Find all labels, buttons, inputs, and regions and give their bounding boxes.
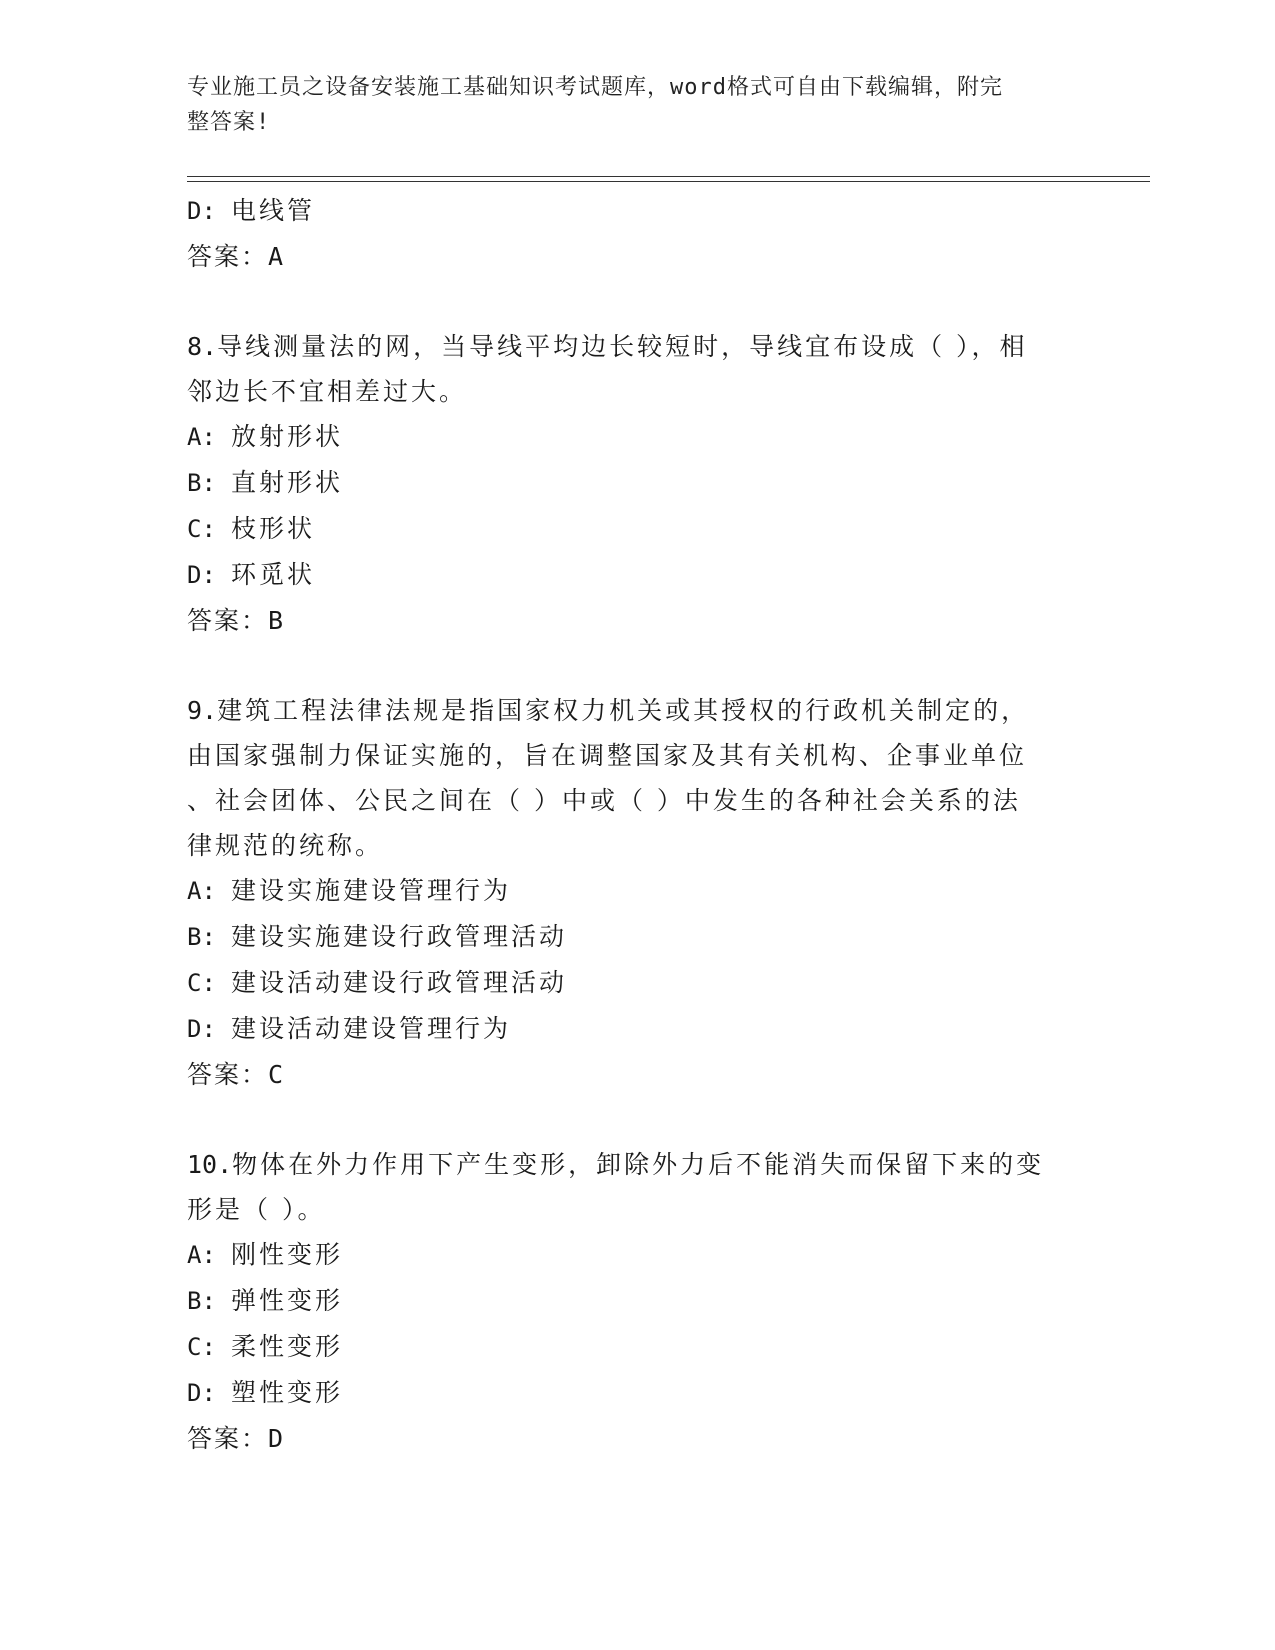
- stem-line: 建筑工程法律法规是指国家权力机关或其授权的行政机关制定的，: [217, 696, 1030, 725]
- option-text: 枝形状: [231, 514, 316, 543]
- document-body: [187, 188, 1077, 1461]
- spacer: [187, 1097, 1077, 1142]
- option-d: [187, 1370, 1077, 1416]
- option-d: [187, 552, 1077, 598]
- stem-line: 、社会团体、公民之间在（ ）中或（ ）中发生的各种社会关系的法: [187, 786, 1021, 815]
- option-text: 建设活动建设行政管理活动: [231, 968, 568, 997]
- option-d-previous: [187, 188, 1077, 234]
- option-b: [187, 914, 1077, 960]
- option-c: [187, 1324, 1077, 1370]
- option-a: [187, 414, 1077, 460]
- option-text: 柔性变形: [231, 1332, 344, 1361]
- answer-label: 答案：: [187, 1060, 269, 1089]
- option-text: 弹性变形: [231, 1286, 344, 1315]
- option-text: 建设实施建设行政管理活动: [231, 922, 568, 951]
- stem-line: 邻边长不宜相差过大。: [187, 377, 468, 406]
- option-text: 放射形状: [231, 422, 344, 451]
- question-10: [187, 1142, 1077, 1461]
- answer-value: A: [268, 242, 284, 271]
- option-text: 环觅状: [231, 560, 316, 589]
- question-8: [187, 324, 1077, 643]
- stem-line: 形是（ ）。: [187, 1195, 326, 1224]
- option-b: [187, 460, 1077, 506]
- option-text: 建设实施建设管理行为: [231, 876, 512, 905]
- question-9: [187, 688, 1077, 1097]
- option-text: 建设活动建设管理行为: [231, 1014, 512, 1043]
- answer: [187, 598, 1077, 643]
- option-text: 刚性变形: [231, 1240, 344, 1269]
- answer-previous: [187, 234, 1077, 279]
- answer-label: 答案：: [187, 606, 269, 635]
- answer: [187, 1052, 1077, 1097]
- header-rule-bottom: [187, 181, 1150, 182]
- document-header: [187, 70, 1077, 140]
- answer-label: 答案：: [187, 1424, 269, 1453]
- option-letter: C:: [187, 1333, 216, 1361]
- option-letter: A:: [187, 1241, 216, 1269]
- answer-label: 答案：: [187, 242, 269, 271]
- answer-value: D: [268, 1424, 284, 1453]
- option-c: [187, 506, 1077, 552]
- answer-value: C: [268, 1060, 284, 1089]
- spacer: [187, 279, 1077, 324]
- option-letter: C:: [187, 969, 216, 997]
- option-letter: B:: [187, 923, 216, 951]
- question-stem: [187, 1142, 1077, 1232]
- question-number: 9.: [187, 696, 218, 725]
- header-rule-top: [187, 176, 1150, 177]
- option-letter: A:: [187, 423, 216, 451]
- option-d: [187, 1006, 1077, 1052]
- option-b: [187, 1278, 1077, 1324]
- stem-line: 律规范的统称。: [187, 831, 384, 860]
- option-letter: C:: [187, 515, 216, 543]
- option-a: [187, 1232, 1077, 1278]
- option-letter: D:: [187, 1015, 216, 1043]
- header-line-2: 整答案!: [187, 110, 271, 135]
- stem-line: 导线测量法的网，当导线平均边长较短时，导线宜布设成（ ），相: [217, 332, 1028, 361]
- option-a: [187, 868, 1077, 914]
- option-letter: B:: [187, 469, 216, 497]
- option-text: 塑性变形: [231, 1378, 344, 1407]
- question-number: 10.: [187, 1150, 233, 1179]
- option-text: 直射形状: [231, 468, 344, 497]
- option-letter: D:: [187, 197, 216, 225]
- stem-line: 由国家强制力保证实施的，旨在调整国家及其有关机构、企事业单位: [187, 741, 1028, 770]
- spacer: [187, 643, 1077, 688]
- question-stem: [187, 324, 1077, 414]
- option-letter: D:: [187, 1379, 216, 1407]
- option-text: 电线管: [231, 196, 316, 225]
- header-line-1: 专业施工员之设备安装施工基础知识考试题库，word格式可自由下载编辑，附完: [187, 75, 1003, 100]
- question-number: 8.: [187, 332, 218, 361]
- answer-value: B: [268, 606, 284, 635]
- stem-line: 物体在外力作用下产生变形，卸除外力后不能消失而保留下来的变: [232, 1150, 1045, 1179]
- option-letter: A:: [187, 877, 216, 905]
- option-c: [187, 960, 1077, 1006]
- question-stem: [187, 688, 1077, 868]
- option-letter: D:: [187, 561, 216, 589]
- answer: [187, 1416, 1077, 1461]
- option-letter: B:: [187, 1287, 216, 1315]
